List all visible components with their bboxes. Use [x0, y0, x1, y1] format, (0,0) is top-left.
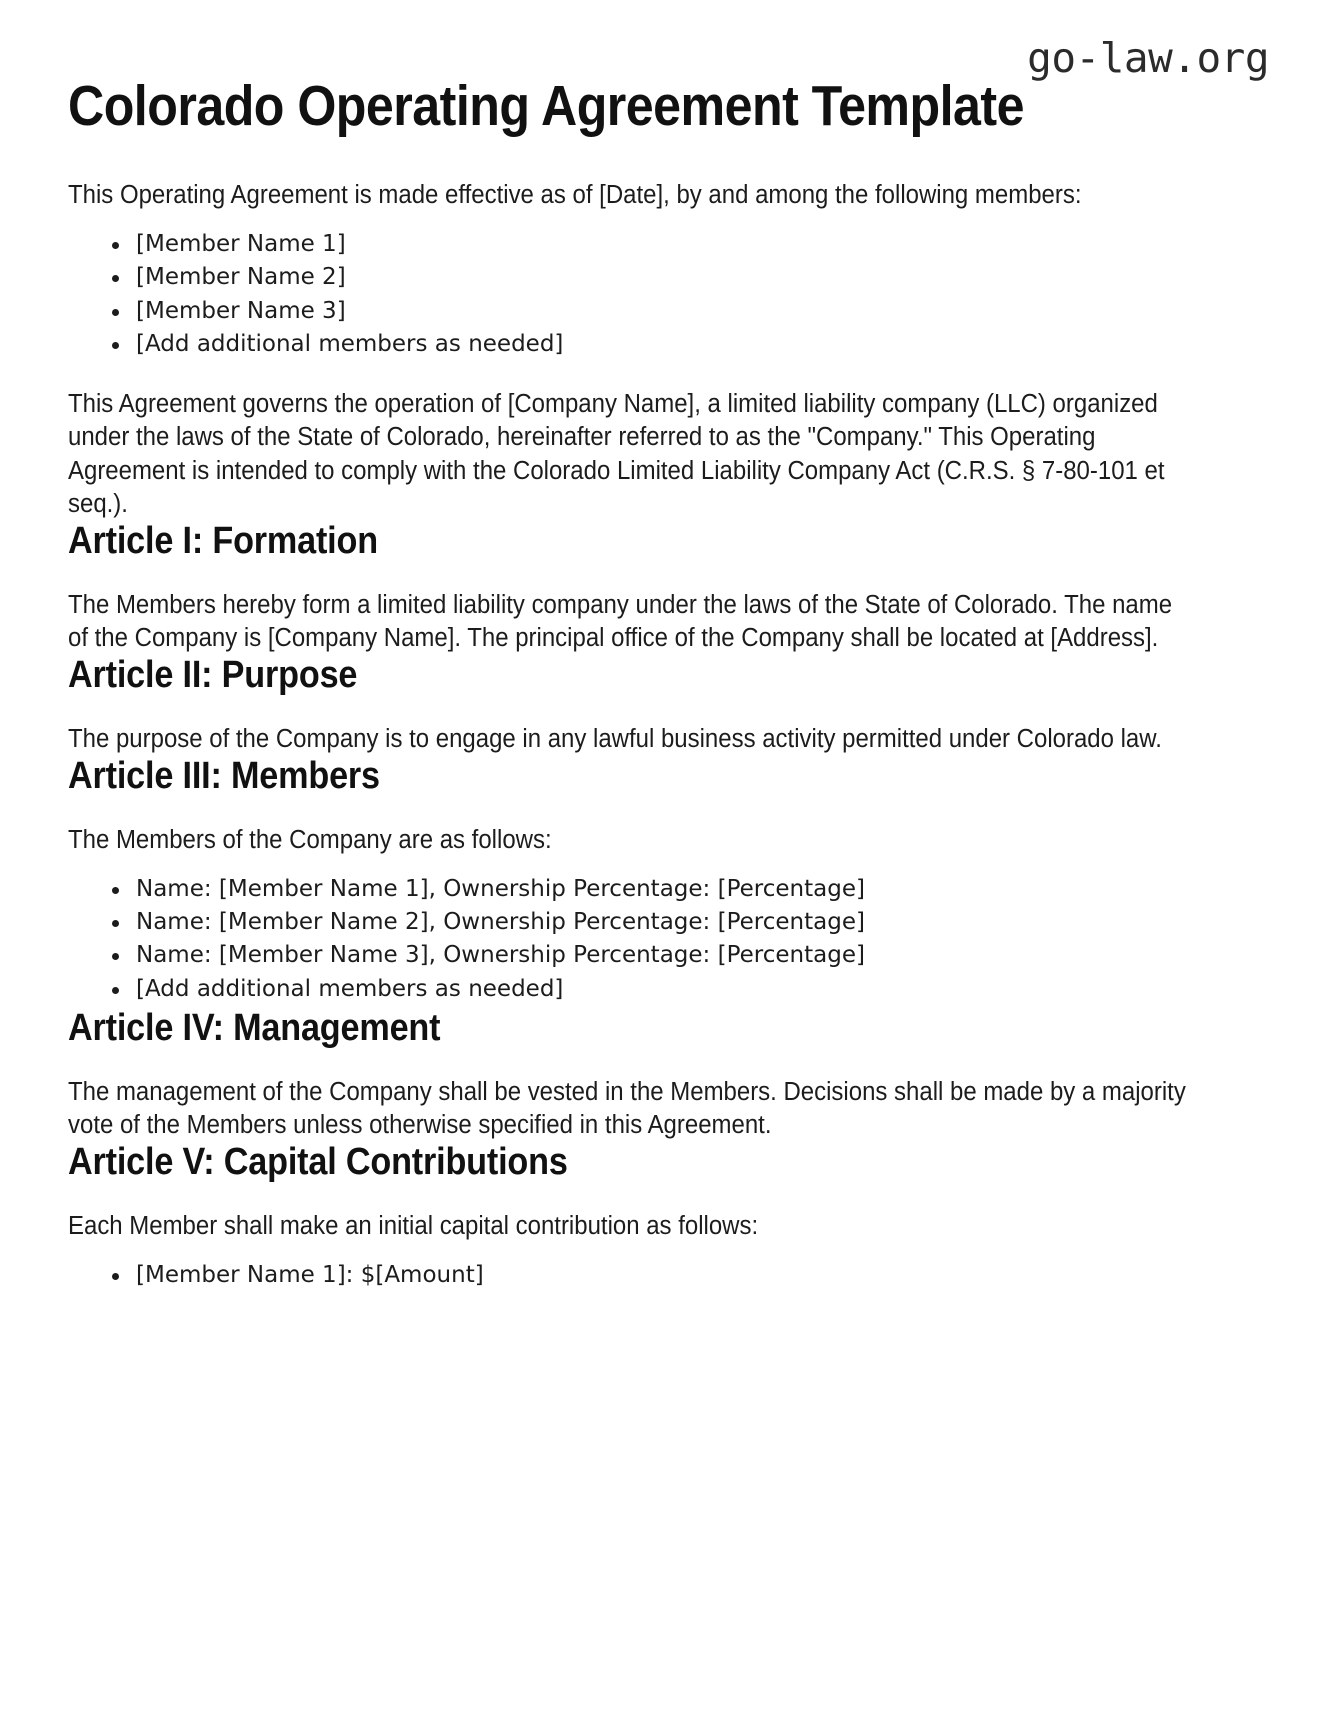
intro-paragraph: This Operating Agreement is made effective as of [Date], by and among the following members: [68, 181, 1082, 209]
page-title: Colorado Operating Agreement Template [68, 74, 1024, 138]
article-heading-formation: Article I: Formation [68, 519, 378, 562]
list-item: [Add additional members as needed] [106, 330, 1261, 358]
list-item: [Member Name 2] [106, 263, 1261, 291]
list-item: Name: [Member Name 2], Ownership Percentage: [Percentage] [106, 908, 1261, 936]
list-item: [Add additional members as needed] [106, 975, 1261, 1003]
list-item: [Member Name 1] [106, 230, 1261, 258]
article-heading-members: Article III: Members [68, 754, 380, 797]
members-ownership-list [68, 875, 1261, 1003]
list-item: [Member Name 3] [106, 297, 1261, 325]
capital-contributions-list [68, 1261, 1261, 1289]
article-body-members: The Members of the Company are as follows: [68, 825, 552, 854]
article-heading-management: Article IV: Management [68, 1006, 441, 1049]
site-watermark: go-law.org [1027, 34, 1269, 82]
article-body-capital-contributions: Each Member shall make an initial capital contribution as follows: [68, 1211, 759, 1240]
members-list [68, 230, 1261, 358]
article-body-management: The management of the Company shall be vested in the Members. Decisions shall be made by a majority vote of the Members unless otherwise specified in this Agreement. [68, 1077, 1186, 1139]
article-heading-capital-contributions: Article V: Capital Contributions [68, 1140, 568, 1183]
list-item: Name: [Member Name 3], Ownership Percentage: [Percentage] [106, 941, 1261, 969]
article-body-purpose: The purpose of the Company is to engage in any lawful business activity permitted under Colorado law. [68, 724, 1162, 753]
list-item: [Member Name 1]: $[Amount] [106, 1261, 1261, 1289]
list-item: Name: [Member Name 1], Ownership Percentage: [Percentage] [106, 875, 1261, 903]
article-heading-purpose: Article II: Purpose [68, 653, 358, 696]
governing-law-paragraph: This Agreement governs the operation of [Company Name], a limited liability company (LLC) organized under the laws of the State of Colorado, hereinafter referred to as the "Company." This Operating Agreement is intended to comply with the Colorado Limited Liability Company Act (C.R.S. § 7-80-101 et seq.). [68, 390, 1165, 518]
article-body-formation: The Members hereby form a limited liability company under the laws of the State of Colorado. The name of the Company is [Company Name]. The principal office of the Company shall be located at [Address]. [68, 590, 1173, 652]
